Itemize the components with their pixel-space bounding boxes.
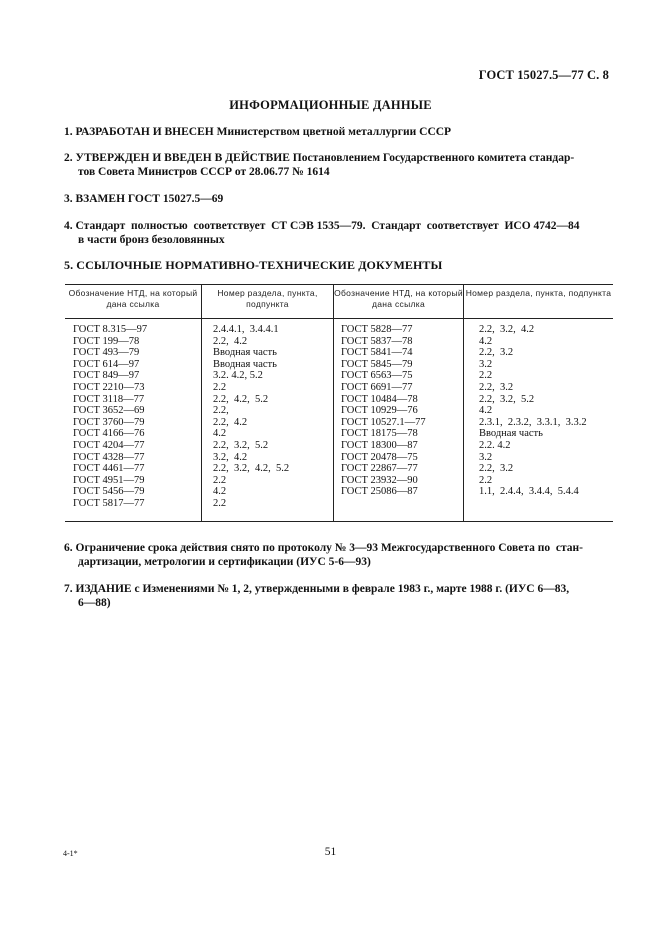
ntd-cell: ГОСТ 4461—77 [73, 463, 145, 475]
ntd-cell: ГОСТ 5841—74 [341, 347, 413, 359]
item-developed-text: 1. РАЗРАБОТАН И ВНЕСЕН Министерством цветной металлургии СССР [64, 126, 452, 138]
section-cell: 2.3.1, 2.3.2, 3.3.1, 3.3.2 [479, 416, 587, 428]
table-divider-1 [201, 284, 202, 522]
section-cell: 4.2 [213, 428, 227, 440]
ntd-cell: ГОСТ 4951—79 [73, 474, 145, 486]
column-header-section-2: Номер раздела, пункта, подпункта [465, 288, 612, 298]
ntd-cell: ГОСТ 10527.1—77 [341, 416, 426, 428]
column-header-ntd-2: Обозначение НТД, на который дана ссылка [334, 288, 463, 309]
column-header-section-1: Номер раздела, пункта, подпункта [217, 288, 318, 309]
ntd-cell: ГОСТ 3760—79 [73, 416, 145, 428]
column-section-1 [213, 324, 289, 510]
item-approved [64, 151, 610, 179]
ntd-cell: ГОСТ 199—78 [73, 335, 140, 347]
ntd-cell: ГОСТ 3652—69 [73, 405, 145, 417]
item-approved-continuation: тов Совета Министров СССР от 28.06.77 № 1614 [78, 166, 330, 178]
item-conformity [64, 219, 610, 247]
section-cell: 2.2. 4.2 [479, 439, 511, 451]
item-replaces-text: 3. ВЗАМЕН ГОСТ 15027.5—69 [64, 193, 224, 205]
item-validity-text: 6. Ограничение срока действия снято по протоколу № 3—93 Межгосударственного Совета по стан- [64, 542, 583, 554]
table-bottom-border [65, 521, 613, 522]
section-cell: 2.2 [479, 474, 493, 486]
section-cell: 2.2 [213, 381, 227, 393]
ntd-cell: ГОСТ 5845—79 [341, 358, 413, 370]
section-cell: 2.2, 3.2 [479, 347, 514, 359]
references-table [65, 284, 613, 522]
ntd-cell: ГОСТ 614—97 [73, 358, 140, 370]
item-edition [64, 582, 610, 610]
table-divider-2 [333, 284, 334, 522]
section-cell: 4.2 [479, 405, 493, 417]
item-replaces [64, 192, 610, 206]
section-cell: 2.2, 4.2, 5.2 [213, 393, 269, 405]
section-cell: 3.2 [479, 358, 493, 370]
section-cell: 2.2, [213, 405, 229, 417]
section-cell: 2.2, 3.2, 5.2 [213, 439, 269, 451]
section-cell: 2.2, 4.2 [213, 335, 248, 347]
section-title: ИНФОРМАЦИОННЫЕ ДАННЫЕ [229, 98, 432, 112]
item-edition-continuation: 6—88) [78, 597, 111, 609]
ntd-cell: ГОСТ 3118—77 [73, 393, 145, 405]
ntd-cell: ГОСТ 10929—76 [341, 405, 418, 417]
section-cell: 4.2 [479, 335, 493, 347]
item-approved-text: Постановлением Государственного комитета стандар- [289, 152, 575, 164]
section-cell: 4.2 [213, 486, 227, 498]
column-section-2 [479, 324, 587, 498]
section-cell: Вводная часть [479, 428, 543, 440]
section-cell: 2.2, 4.2 [213, 416, 248, 428]
section-cell: 3.2 [479, 451, 493, 463]
ntd-cell: ГОСТ 8.315—97 [73, 324, 148, 335]
table-divider-3 [463, 284, 464, 522]
ntd-cell: ГОСТ 5456—79 [73, 486, 145, 498]
ntd-cell: ГОСТ 4204—77 [73, 439, 145, 451]
section-cell: 2.2, 3.2, 4.2 [479, 324, 535, 335]
references-heading: 5. ССЫЛОЧНЫЕ НОРМАТИВНО-ТЕХНИЧЕСКИЕ ДОКУМЕНТЫ [64, 258, 443, 272]
section-cell: 3.2. 4.2, 5.2 [213, 370, 263, 382]
ntd-cell: ГОСТ 22867—77 [341, 463, 418, 475]
ntd-cell: ГОСТ 493—79 [73, 347, 140, 359]
section-cell: Вводная часть [213, 347, 277, 359]
table-header-border [65, 318, 613, 319]
item-developed [64, 125, 610, 139]
column-ntd-1 [73, 324, 147, 510]
section-cell: 1.1, 2.4.4, 3.4.4, 5.4.4 [479, 486, 579, 498]
ntd-cell: ГОСТ 23932—90 [341, 474, 418, 486]
ntd-cell: ГОСТ 18175—78 [341, 428, 418, 440]
section-cell: 2.2, 3.2 [479, 463, 514, 475]
item-validity-continuation: дартизации, метрологии и сертификации (ИУС 5-6—93) [78, 556, 371, 568]
ntd-cell: ГОСТ 25086—87 [341, 486, 418, 498]
document-header: ГОСТ 15027.5—77 С. 8 [478, 68, 609, 82]
section-cell: 2.2 [213, 497, 227, 509]
item-approved-heading: 2. УТВЕРЖДЕН И ВВЕДЕН В ДЕЙСТВИЕ [64, 152, 290, 164]
ntd-cell: ГОСТ 2210—73 [73, 381, 145, 393]
item-edition-text: 7. ИЗДАНИЕ с Изменениями № 1, 2, утвержденными в феврале 1983 г., марте 1988 г. (ИУС 6—83, [64, 583, 570, 595]
ntd-cell: ГОСТ 6563—75 [341, 370, 413, 382]
section-cell: 2.2, 3.2 [479, 381, 514, 393]
ntd-cell: ГОСТ 20478—75 [341, 451, 418, 463]
section-cell: 2.2 [213, 474, 227, 486]
section-cell: 2.4.4.1, 3.4.4.1 [213, 324, 279, 335]
section-cell: Вводная часть [213, 358, 277, 370]
section-cell: 2.2 [479, 370, 493, 382]
column-ntd-2 [341, 324, 426, 498]
ntd-cell: ГОСТ 10484—78 [341, 393, 418, 405]
section-cell: 2.2, 3.2, 5.2 [479, 393, 535, 405]
ntd-cell: ГОСТ 18300—87 [341, 439, 418, 451]
ntd-cell: ГОСТ 5828—77 [341, 324, 413, 335]
ntd-cell: ГОСТ 4166—76 [73, 428, 145, 440]
page-number: 51 [324, 846, 337, 858]
ntd-cell: ГОСТ 5817—77 [73, 497, 145, 509]
ntd-cell: ГОСТ 5837—78 [341, 335, 413, 347]
ntd-cell: ГОСТ 4328—77 [73, 451, 145, 463]
ntd-cell: ГОСТ 6691—77 [341, 381, 413, 393]
column-header-ntd-1: Обозначение НТД, на который дана ссылка [68, 288, 198, 309]
section-cell: 3.2, 4.2 [213, 451, 248, 463]
item-conformity-continuation: в части бронз безоловянных [78, 234, 225, 246]
footer-mark: 4-1* [63, 849, 78, 858]
item-conformity-text: 4. Стандарт полностью соответствует СТ СЭВ 1535—79. Стандарт соответствует ИСО 4742—84 [64, 220, 580, 232]
item-validity [64, 541, 610, 569]
section-cell: 2.2, 3.2, 4.2, 5.2 [213, 463, 290, 475]
ntd-cell: ГОСТ 849—97 [73, 370, 140, 382]
table-top-border [65, 284, 613, 285]
